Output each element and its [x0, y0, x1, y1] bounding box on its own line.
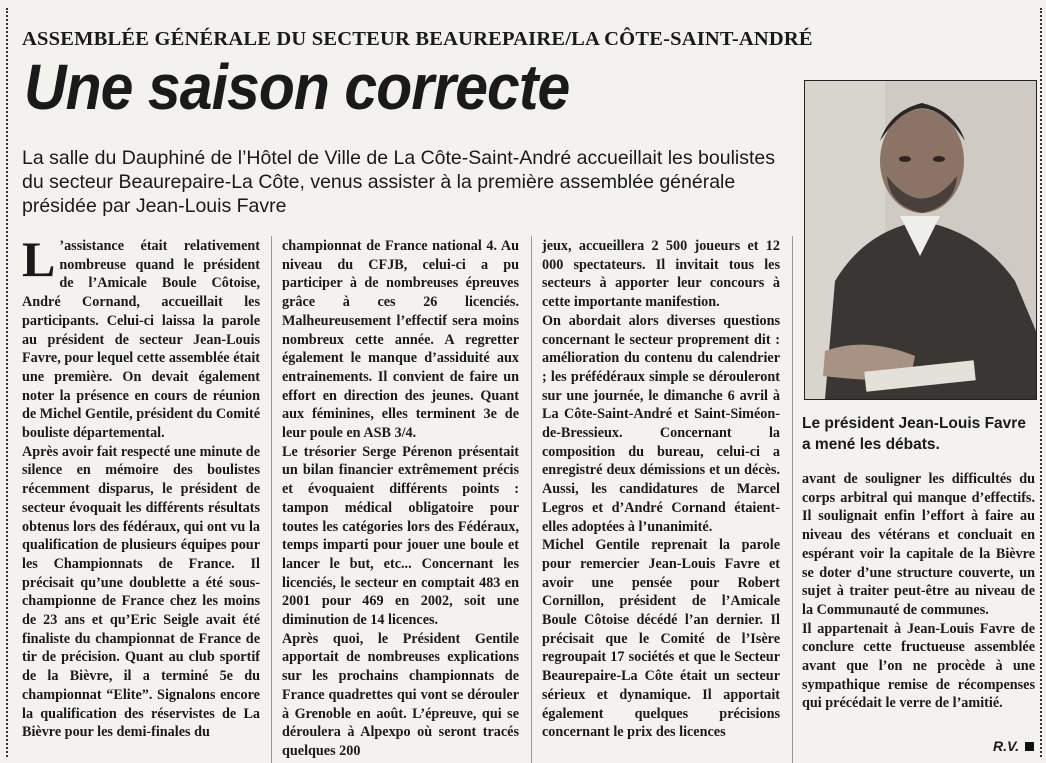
portrait-photo	[804, 80, 1037, 400]
article-kicker: ASSEMBLÉE GÉNÉRALE DU SECTEUR BEAUREPAIRE/LA CÔTE-SAINT-ANDRÉ	[22, 28, 813, 50]
paragraph: Le trésorier Serge Pérenon présentait un bilan financier extrêmement précis et évoquaient différents points : tampon médical obligatoire pour toutes les catégories lors des Fédéraux, temps imparti pour jouer une boule et lancer le but, etc... Concernant les licenciés, le secteur en comptait 483 en 2001 pour 469 en 2002, soit une diminution de 14 licences.	[282, 443, 519, 629]
paragraph: On abordait alors diverses questions concernant le secteur proprement dit : amélioration du contenu du calendrier ; les préfédéraux simple se dérouleront sur une journée, le dimanche 6 avril à La Côte-Saint-André et Saint-Siméon-de-Bressieux. Concernant la composition du bureau, celui-ci a enregistré deux démissions et un décès. Aussi, les candidatures de Marcel Legros et d’André Cornand étaient-elles adoptées à l’unanimité.	[542, 312, 780, 535]
left-dotted-border	[6, 8, 8, 757]
text-column-4	[802, 470, 1035, 740]
end-square-icon	[1025, 742, 1034, 751]
paragraph: jeux, accueillera 2 500 joueurs et 12 000 spectateurs. Il invitait tous les secteurs à apporter leur concours à cette importante manifestion.	[542, 238, 780, 311]
article-lead: La salle du Dauphiné de l’Hôtel de Ville de La Côte-Saint-André accueillait les boulistes du secteur Beaurepaire-La Côte, venus assister à la première assemblée générale présidée par Jean-Louis Favre	[22, 147, 776, 217]
article-headline: Une saison correcte	[24, 51, 570, 123]
text-column-3	[542, 237, 780, 763]
signature-text: R.V.	[993, 738, 1019, 754]
portrait-illustration	[805, 81, 1036, 399]
paragraph: Après avoir fait respecté une minute de silence en mémoire des boulistes récemment disparus, le président de secteur évoquait les différents résultats obtenus lors des fédéraux, qui ont vu la qualification de plusieurs équipes pour les Championnats de France. Il précisait qu’une doublette a été sous-championne de France chez les moins de 23 ans et qu’Eric Seigle avait été finaliste du championnat de France de tir de précision. Quant au club sportif de la Bièvre, il a terminé 5e du championnat “Elite”. Signalons encore la qualification des réservistes de La Bièvre pour les demi-finales du	[22, 443, 260, 741]
text-column-2	[282, 237, 519, 763]
column-rule	[531, 236, 532, 763]
paragraph: Michel Gentile reprenait la parole pour remercier Jean-Louis Favre et avoir une pensée pour Robert Cornillon, président de l’Amicale Boule Côtoise décédé l’an dernier. Il précisait que le Comité de l’Isère regroupait 17 sociétés et que le Secteur Beaurepaire-La Côte était un secteur sérieux et dynamique. Il apportait également quelques précisions concernant le prix des licences	[542, 537, 780, 741]
paragraph-text: ’assistance était relativement nombreuse quand le président de l’Amicale Boule Côtoise, André Cornand, accueillait les participants. Celui-ci laissa la parole au président de secteur Jean-Louis Favre, pour lequel cette assemblée était une première. On devait également noter la présence en cours de réunion de Michel Gentile, président du Comité bouliste départemental.	[22, 238, 260, 442]
right-dotted-border	[1040, 8, 1042, 757]
paragraph: Il appartenait à Jean-Louis Favre de conclure cette fructueuse assemblée avant que l’on ne procède à une sympathique remise de récompenses qui précédait le verre de l’amitié.	[802, 620, 1035, 712]
text-column-1	[22, 237, 260, 763]
photo-caption: Le président Jean-Louis Favre a mené les débats.	[802, 415, 1026, 453]
author-signature	[993, 738, 1034, 754]
paragraph: avant de souligner les difficultés du corps arbitral qui manque d’effectifs. Il soulignait enfin l’effort à faire au niveau des vétérans et concluait en espérant voir la capitale de la Bièvre se doter d’une structure couverte, un sujet à traiter peut-être au niveau de la Communauté de communes.	[802, 471, 1035, 618]
drop-cap: L	[22, 237, 56, 287]
column-rule	[792, 236, 793, 763]
paragraph	[22, 237, 260, 443]
paragraph: championnat de France national 4. Au niveau du CFJB, celui-ci a pu participer à de nombreuses épreuves grâce à ces 26 licenciés. Malheureusement l’effectif sera moins nombreux cette année. A regretter également le manque d’assiduité aux entrainements. Il convient de faire un effort en direction des jeunes. Quant aux féminines, elles terminent 3e de leur poule en ASB 3/4.	[282, 238, 519, 442]
column-rule	[271, 236, 272, 763]
paragraph: Après quoi, le Président Gentile apportait de nombreuses explications sur les prochains championnats de France quadrettes qui vont se dérouler à Grenoble en août. L’épreuve, qui se déroulera à Alpexpo où seront tracés quelques 200	[282, 630, 519, 759]
